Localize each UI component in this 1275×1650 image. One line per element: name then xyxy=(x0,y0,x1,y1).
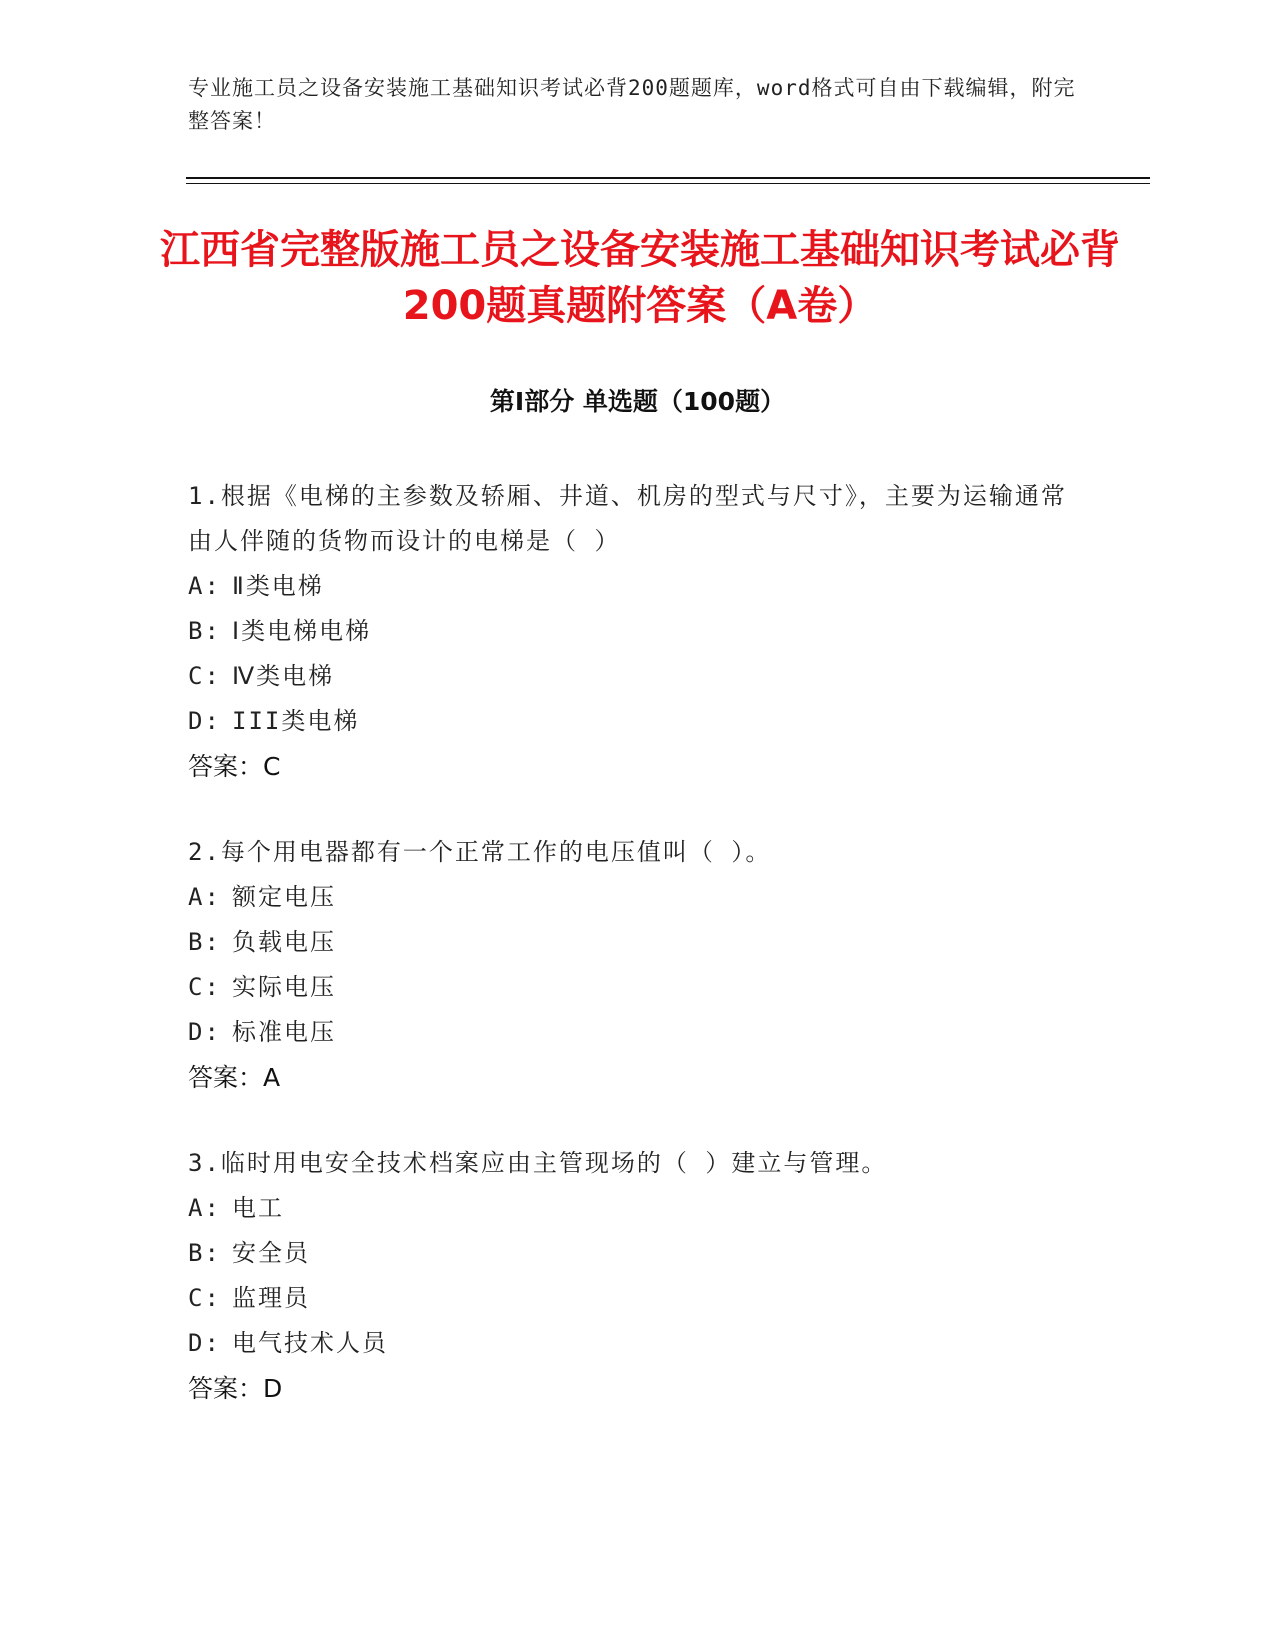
header-divider-thick xyxy=(186,177,1150,179)
option-text: Ⅳ类电梯 xyxy=(232,662,335,690)
header-note: 专业施工员之设备安装施工基础知识考试必背200题题库，word格式可自由下载编辑，附完整答案！ xyxy=(188,76,1076,133)
option-text: III类电梯 xyxy=(232,707,360,735)
question-3 xyxy=(188,1141,1088,1412)
option-a xyxy=(188,1186,1088,1231)
option-text: 监理员 xyxy=(232,1284,310,1312)
option-a xyxy=(188,564,1088,609)
option-letter: D: xyxy=(188,1018,221,1046)
option-text: Ⅰ类电梯电梯 xyxy=(232,617,372,645)
question-stem: 3.临时用电安全技术档案应由主管现场的（ ）建立与管理。 xyxy=(188,1149,888,1177)
option-text: 电气技术人员 xyxy=(232,1329,388,1357)
option-text: 标准电压 xyxy=(232,1018,336,1046)
option-b xyxy=(188,609,1088,654)
option-b xyxy=(188,1231,1088,1276)
option-letter: B: xyxy=(188,928,221,956)
option-letter: A: xyxy=(188,883,221,911)
question-2 xyxy=(188,830,1088,1101)
option-a xyxy=(188,875,1088,920)
question-1 xyxy=(188,474,1088,790)
option-d xyxy=(188,1010,1088,1055)
option-letter: C: xyxy=(188,973,221,1001)
question-list xyxy=(188,474,1088,1452)
option-text: 额定电压 xyxy=(232,883,336,911)
option-text: 安全员 xyxy=(232,1239,310,1267)
answer: 答案：A xyxy=(188,1063,281,1092)
question-stem: 2.每个用电器都有一个正常工作的电压值叫（ ）。 xyxy=(188,838,772,866)
option-c xyxy=(188,965,1088,1010)
option-letter: A: xyxy=(188,1194,221,1222)
option-letter: B: xyxy=(188,1239,221,1267)
document-title: 江西省完整版施工员之设备安装施工基础知识考试必背200题真题附答案（A卷） xyxy=(160,227,1120,329)
header-divider-thin xyxy=(186,183,1150,184)
option-text: Ⅱ类电梯 xyxy=(232,572,324,600)
section-title: 第I部分 单选题（100题） xyxy=(489,387,786,416)
question-stem: 1.根据《电梯的主参数及轿厢、井道、机房的型式与尺寸》，主要为运输通常由人伴随的货物而设计的电梯是（ ） xyxy=(188,482,1067,555)
option-letter: B: xyxy=(188,617,221,645)
option-text: 负载电压 xyxy=(232,928,336,956)
option-b xyxy=(188,920,1088,965)
answer: 答案：C xyxy=(188,752,281,781)
option-c xyxy=(188,654,1088,699)
answer: 答案：D xyxy=(188,1374,283,1403)
option-d xyxy=(188,1321,1088,1366)
option-letter: C: xyxy=(188,1284,221,1312)
option-c xyxy=(188,1276,1088,1321)
option-letter: C: xyxy=(188,662,221,690)
option-text: 电工 xyxy=(232,1194,284,1222)
option-letter: D: xyxy=(188,1329,221,1357)
option-letter: A: xyxy=(188,572,221,600)
option-d xyxy=(188,699,1088,744)
option-letter: D: xyxy=(188,707,221,735)
option-text: 实际电压 xyxy=(232,973,336,1001)
